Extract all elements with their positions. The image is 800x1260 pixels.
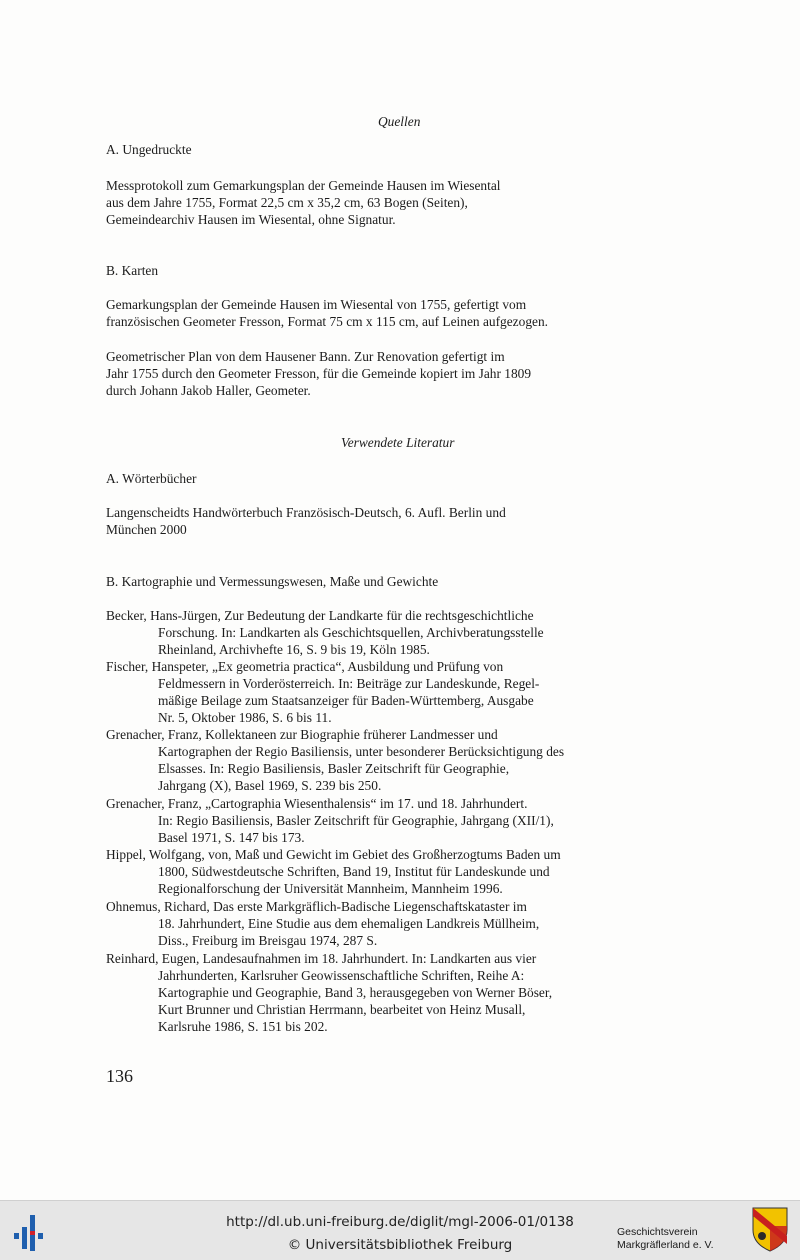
text-line: Gemarkungsplan der Gemeinde Hausen im Wiesental von 1755, gefertigt vom [106,297,527,312]
bibliography-entry [106,726,564,794]
entry-first-line: Ohnemus, Richard, Das erste Markgräflich-Badische Liegenschaftskataster im [106,899,527,914]
text-line: Gemeindearchiv Hausen im Wiesental, ohne Signatur. [106,212,396,227]
text-line: aus dem Jahre 1755, Format 22,5 cm x 35,2 cm, 63 Bogen (Seiten), [106,195,468,210]
section-kartographie: B. Kartographie und Vermessungswesen, Maße und Gewichte [106,574,439,589]
text-line: Jahr 1755 durch den Geometer Fresson, für die Gemeinde kopiert im Jahr 1809 [106,366,532,381]
entry-line: Nr. 5, Oktober 1986, S. 6 bis 11. [158,710,332,725]
bibliography-entry [106,950,552,1035]
entry-first-line: Fischer, Hanspeter, „Ex geometria practica“, Ausbildung und Prüfung von [106,659,504,674]
bibliography-entry [106,795,554,846]
verein-line: Markgräflerland e. V. [617,1239,714,1251]
paragraph-geometrischer-plan [106,348,531,399]
entry-line: 18. Jahrhundert, Eine Studie aus dem ehemaligen Landkreis Müllheim, [158,916,540,931]
entry-line: Basel 1971, S. 147 bis 173. [158,830,305,845]
text-line: Messprotokoll zum Gemarkungsplan der Gemeinde Hausen im Wiesental [106,178,501,193]
text-line: München 2000 [106,522,187,537]
entry-first-line: Grenacher, Franz, Kollektaneen zur Biographie früherer Landmesser und [106,727,498,742]
bibliography-entry [106,607,544,658]
entry-first-line: Grenacher, Franz, „Cartographia Wiesenthalensis“ im 17. und 18. Jahrhundert. [106,796,528,811]
entry-line: mäßige Beilage zum Staatsanzeiger für Baden-Württemberg, Ausgabe [158,693,534,708]
entry-line: Diss., Freiburg im Breisgau 1974, 287 S. [158,933,378,948]
entry-line: Kartographen der Regio Basiliensis, unter besonderer Berücksichtigung des [158,744,565,759]
entry-line: In: Regio Basiliensis, Basler Zeitschrift für Geographie, Jahrgang (XII/1), [158,813,554,828]
entry-line: Jahrgang (X), Basel 1969, S. 239 bis 250. [158,778,382,793]
entry-line: Regionalforschung der Universität Mannheim, Mannheim 1996. [158,881,503,896]
bibliography-entry [106,898,539,949]
geschichtsverein-label [617,1226,714,1252]
entry-line: Forschung. In: Landkarten als Geschichtsquellen, Archivberatungsstelle [158,625,544,640]
section-ungedruckte: A. Ungedruckte [106,142,192,157]
text-line: durch Johann Jakob Haller, Geometer. [106,383,311,398]
paragraph-langenscheidt [106,504,506,538]
entry-line: Karlsruhe 1986, S. 151 bis 202. [158,1019,328,1034]
entry-line: Jahrhunderten, Karlsruher Geowissenschaftliche Schriften, Reihe A: [158,968,525,983]
entry-line: Kurt Brunner und Christian Herrmann, bearbeitet von Heinz Musall, [158,1002,526,1017]
entry-line: 1800, Südwestdeutsche Schriften, Band 19, Institut für Landeskunde und [158,864,550,879]
page-number: 136 [106,1066,133,1086]
entry-line: Rheinland, Archivhefte 16, S. 9 bis 19, Köln 1985. [158,642,430,657]
heading-quellen: Quellen [378,114,421,129]
text-line: Langenscheidts Handwörterbuch Französisch-Deutsch, 6. Aufl. Berlin und [106,505,506,520]
copyright-text: © Universitätsbibliothek Freiburg [287,1237,513,1253]
coat-of-arms-icon[interactable] [751,1206,789,1252]
section-woerterbuecher: A. Wörterbücher [106,471,197,486]
text-line: Geometrischer Plan von dem Hausener Bann. Zur Renovation gefertigt im [106,349,505,364]
paragraph-gemarkungsplan [106,296,548,330]
document-url-link[interactable]: http://dl.ub.uni-freiburg.de/diglit/mgl-2006-01/0138 [226,1214,574,1230]
entry-line: Feldmessern in Vorderösterreich. In: Beiträge zur Landeskunde, Regel- [158,676,540,691]
text-line: französischen Geometer Fresson, Format 75 cm x 115 cm, auf Leinen aufgezogen. [106,314,548,329]
entry-first-line: Becker, Hans-Jürgen, Zur Bedeutung der Landkarte für die rechtsgeschichtliche [106,608,534,623]
paragraph-messprotokoll [106,177,501,228]
verein-line: Geschichtsverein [617,1226,698,1238]
bibliography-entry [106,658,539,726]
section-karten: B. Karten [106,263,159,278]
bibliography-entry [106,846,561,897]
entry-line: Elsasses. In: Regio Basiliensis, Basler Zeitschrift für Geographie, [158,761,510,776]
heading-verwendete-literatur: Verwendete Literatur [341,435,455,450]
entry-first-line: Reinhard, Eugen, Landesaufnahmen im 18. Jahrhundert. In: Landkarten aus vier [106,951,537,966]
entry-line: Kartographie und Geographie, Band 3, herausgegeben von Werner Böser, [158,985,553,1000]
entry-first-line: Hippel, Wolfgang, von, Maß und Gewicht im Gebiet des Großherzogtums Baden um [106,847,561,862]
